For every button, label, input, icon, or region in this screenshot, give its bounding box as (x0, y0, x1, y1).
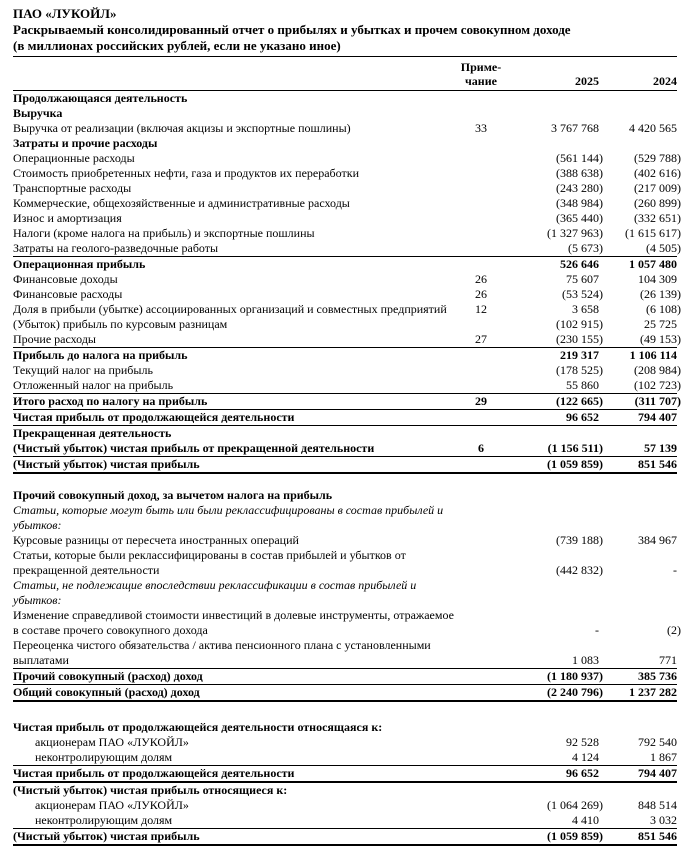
table-row (13, 287, 681, 302)
table-row (13, 578, 677, 608)
row-note: 26 (475, 272, 487, 286)
row-label: акционерам ПАО «ЛУКОЙЛ» (35, 798, 189, 812)
table-row (13, 783, 677, 798)
row-value-2024: 848 514 (638, 798, 677, 812)
table-row (13, 348, 677, 363)
row-value-2025: (230 155) (556, 332, 603, 346)
row-value-2025: 3 767 768 (551, 121, 599, 135)
row-label: Текущий налог на прибыль (13, 363, 153, 377)
row-value-2025: 219 317 (560, 348, 599, 362)
row-value-2024: (208 984) (634, 363, 681, 377)
row-label: неконтролирующим долям (35, 813, 173, 827)
row-label: (Чистый убыток) чистая прибыль (13, 457, 200, 471)
table-row (13, 378, 681, 394)
row-value-2024: 1 867 (650, 750, 677, 764)
row-label: (Чистый убыток) чистая прибыль от прекращенной деятельности (13, 441, 375, 455)
table-row (13, 548, 677, 578)
row-value-2024: (26 139) (640, 287, 681, 301)
row-label: (Чистый убыток) чистая прибыль (13, 829, 200, 843)
row-value-2025: 4 124 (572, 750, 599, 764)
row-value-2025: - (595, 623, 599, 637)
table-row (13, 151, 681, 166)
row-value-2025: (739 188) (556, 533, 603, 547)
row-label: Затраты и прочие расходы (13, 136, 158, 150)
row-value-2024: (2) (667, 623, 681, 637)
row-label: Прибыль до налога на прибыль (13, 348, 188, 362)
section-gap (13, 474, 677, 488)
row-value-2024: (529 788) (634, 151, 681, 165)
row-label: Финансовые расходы (13, 287, 123, 301)
row-note: 6 (478, 441, 484, 455)
row-value-2025: 4 410 (572, 813, 599, 827)
row-label: Статьи, не подлежащие впоследствии реклассификации в состав прибылей и убытков: (13, 578, 417, 607)
row-value-2025: (1 059 859) (547, 457, 603, 471)
row-value-2024: 1 057 480 (629, 257, 677, 271)
row-value-2024: 794 407 (638, 410, 677, 424)
report-title-block (13, 6, 677, 57)
row-value-2025: (1 059 859) (547, 829, 603, 843)
row-value-2025: 526 646 (560, 257, 599, 271)
table-row (13, 91, 677, 106)
row-label: Чистая прибыль от продолжающейся деятельности относящаяся к: (13, 720, 383, 734)
row-value-2024: 57 139 (644, 441, 677, 455)
row-value-2024: 384 967 (638, 533, 677, 547)
row-note: 29 (475, 394, 487, 408)
table-row (13, 211, 681, 226)
row-value-2024: 1 237 282 (629, 685, 677, 699)
row-value-2025: (122 665) (556, 394, 603, 408)
row-label: Стоимость приобретенных нефти, газа и продуктов их переработки (13, 166, 359, 180)
table-row (13, 426, 677, 441)
row-value-2024: 104 309 (638, 272, 677, 286)
row-value-2025: (178 525) (556, 363, 603, 377)
table-row (13, 750, 677, 766)
row-label: Чистая прибыль от продолжающейся деятельности (13, 766, 295, 780)
table-row (13, 302, 681, 317)
table-row (13, 813, 677, 829)
table-row (13, 121, 677, 136)
section-gap (13, 702, 677, 720)
row-value-2025: (365 440) (556, 211, 603, 225)
column-header-note-line1: Приме- (460, 60, 502, 74)
row-value-2025: (442 832) (556, 563, 603, 577)
row-label: Курсовые разницы от пересчета иностранных операций (13, 533, 299, 547)
section-attribution (13, 720, 677, 846)
table-row (13, 181, 681, 196)
row-label: Общий совокупный (расход) доход (13, 685, 200, 699)
table-row (13, 669, 677, 685)
row-label: Итого расход по налогу на прибыль (13, 394, 208, 408)
row-label: Финансовые доходы (13, 272, 118, 286)
row-value-2025: (561 144) (556, 151, 603, 165)
column-header-note-line2: чание (465, 74, 497, 88)
table-row (13, 106, 677, 121)
company-name: ПАО «ЛУКОЙЛ» (13, 6, 117, 21)
row-value-2024: 1 106 114 (629, 348, 677, 362)
table-row (13, 136, 677, 151)
row-value-2025: 75 607 (566, 272, 599, 286)
row-label: Выручка от реализации (включая акцизы и экспортные пошлины) (13, 121, 351, 135)
row-label: Статьи, которые могут быть или были реклассифицированы в состав прибылей и убытков: (13, 503, 444, 532)
row-value-2025: (53 524) (562, 287, 603, 301)
table-row (13, 798, 677, 813)
column-header-row (13, 57, 677, 91)
table-row (13, 410, 677, 426)
table-row (13, 685, 677, 702)
table-row (13, 363, 681, 378)
table-row (13, 720, 677, 735)
column-header-2025: 2025 (575, 74, 599, 88)
table-row (13, 332, 681, 348)
row-label: Затраты на геолого-разведочные работы (13, 241, 219, 255)
row-note: 33 (475, 121, 487, 135)
row-value-2024: (1 615 617) (625, 226, 681, 240)
row-label: Отложенный налог на прибыль (13, 378, 174, 392)
report-title: Раскрываемый консолидированный отчет о прибылях и убытках и прочем совокупном доходе (13, 22, 571, 37)
row-label: Прочий совокупный (расход) доход (13, 669, 203, 683)
row-note: 27 (475, 332, 487, 346)
row-value-2024: 794 407 (638, 766, 677, 780)
row-label: Прочий совокупный доход, за вычетом налога на прибыль (13, 488, 333, 502)
table-row (13, 638, 677, 669)
row-label: Изменение справедливой стоимости инвестиций в долевые инструменты, отражаемое в составе прочего совокупного дохода (13, 608, 454, 637)
row-label: Чистая прибыль от продолжающейся деятельности (13, 410, 295, 424)
table-row (13, 441, 677, 457)
report-subtitle: (в миллионах российских рублей, если не указано иное) (13, 38, 341, 53)
row-value-2024: (217 009) (634, 181, 681, 195)
table-row (13, 241, 681, 257)
row-label: Транспортные расходы (13, 181, 132, 195)
row-label: Износ и амортизация (13, 211, 122, 225)
row-value-2024: 385 736 (638, 669, 677, 683)
row-value-2024: 4 420 565 (629, 121, 677, 135)
row-value-2025: (348 984) (556, 196, 603, 210)
column-header-2024: 2024 (653, 74, 677, 88)
row-value-2024: 851 546 (638, 457, 677, 471)
row-value-2025: (388 638) (556, 166, 603, 180)
row-value-2024: (311 707) (634, 394, 681, 408)
row-label: Доля в прибыли (убытке) ассоциированных организаций и совместных предприятий (13, 302, 447, 316)
row-value-2025: (1 327 963) (547, 226, 603, 240)
section-income-statement (13, 91, 681, 474)
row-value-2024: (6 108) (646, 302, 681, 316)
table-row (13, 457, 677, 474)
row-value-2025: (243 280) (556, 181, 603, 195)
row-value-2025: (5 673) (568, 241, 603, 255)
row-value-2024: (102 723) (634, 378, 681, 392)
column-header-note (458, 60, 504, 88)
row-label: Коммерческие, общехозяйственные и административные расходы (13, 196, 350, 210)
section-other-comprehensive-income (13, 488, 681, 702)
row-value-2025: 1 083 (572, 653, 599, 667)
row-label: Операционная прибыль (13, 257, 146, 271)
row-value-2025: (1 156 511) (547, 441, 603, 455)
row-label: Прекращенная деятельность (13, 426, 172, 440)
table-row (13, 272, 677, 287)
row-value-2024: 851 546 (638, 829, 677, 843)
row-label: (Убыток) прибыль по курсовым разницам (13, 317, 228, 331)
row-label: акционерам ПАО «ЛУКОЙЛ» (35, 735, 189, 749)
table-row (13, 257, 677, 272)
row-value-2025: (2 240 796) (547, 685, 603, 699)
table-row (13, 394, 681, 410)
table-row (13, 766, 677, 783)
row-value-2025: 55 860 (566, 378, 599, 392)
row-note: 12 (475, 302, 487, 316)
row-value-2024: - (673, 563, 677, 577)
row-value-2024: (49 153) (640, 332, 681, 346)
row-value-2024: (4 505) (646, 241, 681, 255)
row-value-2025: (1 064 269) (547, 798, 603, 812)
table-row (13, 533, 677, 548)
row-value-2025: 92 528 (566, 735, 599, 749)
row-label: неконтролирующим долям (35, 750, 173, 764)
row-label: (Чистый убыток) чистая прибыль относящиеся к: (13, 783, 288, 797)
row-value-2024: (402 616) (634, 166, 681, 180)
table-row (13, 735, 677, 750)
row-value-2024: 792 540 (638, 735, 677, 749)
row-value-2024: 771 (659, 653, 677, 667)
row-value-2025: (1 180 937) (547, 669, 603, 683)
row-label: Прочие расходы (13, 332, 96, 346)
row-value-2024: (260 899) (634, 196, 681, 210)
row-value-2024: (332 651) (634, 211, 681, 225)
row-value-2025: 96 652 (566, 410, 599, 424)
row-value-2024: 3 032 (650, 813, 677, 827)
row-label: Продолжающаяся деятельность (13, 91, 188, 105)
table-row (13, 226, 681, 241)
row-note: 26 (475, 287, 487, 301)
row-label: Выручка (13, 106, 63, 120)
table-row (13, 166, 681, 181)
row-label: Операционные расходы (13, 151, 135, 165)
row-value-2025: 96 652 (566, 766, 599, 780)
table-row (13, 317, 677, 332)
table-row (13, 196, 681, 211)
row-value-2025: 3 658 (572, 302, 599, 316)
table-row (13, 829, 677, 846)
row-value-2024: 25 725 (644, 317, 677, 331)
row-value-2025: (102 915) (556, 317, 603, 331)
table-row (13, 608, 681, 638)
row-label: Налоги (кроме налога на прибыль) и экспортные пошлины (13, 226, 315, 240)
table-row (13, 503, 677, 533)
row-label: Статьи, которые были реклассифицированы в состав прибылей и убытков от прекращенной деятельности (13, 548, 406, 577)
table-row (13, 488, 677, 503)
row-label: Переоценка чистого обязательства / актива пенсионного плана с установленными выплатами (13, 638, 431, 667)
